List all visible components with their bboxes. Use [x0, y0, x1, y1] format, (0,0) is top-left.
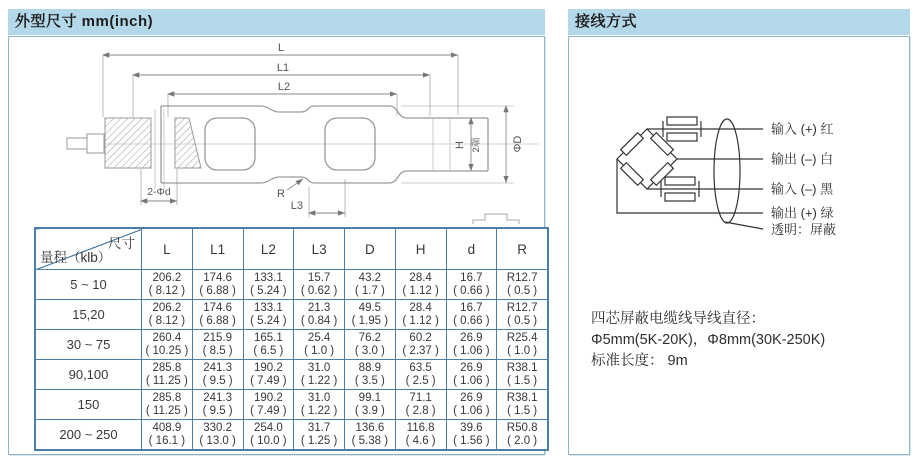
dim-label-H-note: 2端 [471, 137, 482, 153]
mount-wedge-section [175, 118, 201, 168]
cable-sheath [714, 119, 740, 223]
dimension-value-cell: 16.7 ( 0.66 ) [446, 300, 497, 330]
dimension-value-cell: 15.7 ( 0.62 ) [294, 270, 345, 300]
dimension-value-cell: 26.9 ( 1.06 ) [446, 390, 497, 420]
wire-output-plus [617, 159, 763, 213]
dimension-value-cell: 71.1 ( 2.8 ) [395, 390, 446, 420]
dimension-value-cell: 133.1 ( 5.24 ) [243, 300, 294, 330]
dimension-value-cell: 26.9 ( 1.06 ) [446, 360, 497, 390]
corner-label-dimension: 尺寸 [108, 236, 135, 251]
wiring-panel-title: 接线方式 [568, 9, 910, 35]
table-row [36, 270, 548, 300]
mount-block-section [105, 118, 151, 168]
col-header-d: d [446, 229, 497, 270]
dimension-value-cell: 330.2 ( 13.0 ) [192, 420, 243, 450]
dimension-value-cell: R12.7 ( 0.5 ) [497, 300, 548, 330]
dimension-value-cell: 88.9 ( 3.5 ) [345, 360, 396, 390]
dimension-value-cell: 116.8 ( 4.6 ) [395, 420, 446, 450]
wiring-diagram [575, 95, 905, 255]
beam-outline [161, 106, 488, 183]
dims-table-body [36, 270, 548, 450]
capacity-range-cell: 30 ~ 75 [36, 330, 142, 360]
capacity-range-cell: 90,100 [36, 360, 142, 390]
col-header-L: L [142, 229, 193, 270]
table-row [36, 360, 548, 390]
wire-label-output-minus: 输出 (–) 白 [771, 151, 834, 167]
dimension-value-cell: R25.4 ( 1.0 ) [497, 330, 548, 360]
r-leader-line [287, 179, 303, 190]
col-header-L2: L2 [243, 229, 294, 270]
cable-note [591, 309, 825, 372]
table-row [36, 300, 548, 330]
dimension-value-cell: 133.1 ( 5.24 ) [243, 270, 294, 300]
dimension-value-cell: 76.2 ( 3.0 ) [345, 330, 396, 360]
cable-note-line2: Φ5mm(5K-20K)，Φ8mm(30K-250K) [591, 332, 826, 348]
dimension-value-cell: 25.4 ( 1.0 ) [294, 330, 345, 360]
dimension-value-cell: 136.6 ( 5.38 ) [345, 420, 396, 450]
dimension-value-cell: R50.8 ( 2.0 ) [497, 420, 548, 450]
wire-label-output-plus: 输出 (+) 绿 [771, 205, 834, 221]
dimension-value-cell: 285.8 ( 11.25 ) [142, 360, 193, 390]
table-row [36, 420, 548, 450]
shield-leader-line [725, 222, 763, 229]
capacity-range-cell: 200 ~ 250 [36, 420, 142, 450]
dimension-value-cell: 241.3 ( 9.5 ) [192, 390, 243, 420]
bolt-hole-lines [155, 109, 164, 189]
dim-label-L1: L1 [276, 62, 290, 74]
dimension-value-cell: 31.7 ( 1.25 ) [294, 420, 345, 450]
capacity-range-cell: 15,20 [36, 300, 142, 330]
table-header-row [36, 229, 548, 270]
dimension-value-cell: 26.9 ( 1.06 ) [446, 330, 497, 360]
dimension-value-cell: 260.4 ( 10.25 ) [142, 330, 193, 360]
col-header-L1: L1 [192, 229, 243, 270]
dimension-value-cell: 43.2 ( 1.7 ) [345, 270, 396, 300]
dimension-value-cell: 206.2 ( 8.12 ) [142, 270, 193, 300]
dimension-value-cell: 174.6 ( 6.88 ) [192, 300, 243, 330]
mounting-foot-icon [473, 214, 519, 224]
dimension-value-cell: 285.8 ( 11.25 ) [142, 390, 193, 420]
dimension-value-cell: 31.0 ( 1.22 ) [294, 390, 345, 420]
cable-note-line1: 四芯屏蔽电缆线导线直径： [591, 311, 765, 327]
wiring-panel [568, 36, 910, 455]
dim-label-R: R [277, 188, 285, 200]
dimension-value-cell: 408.9 ( 16.1 ) [142, 420, 193, 450]
dimension-table [34, 227, 549, 451]
col-header-R: R [497, 229, 548, 270]
dimensions-panel [8, 36, 545, 455]
loadcell-outline-drawing [9, 39, 546, 227]
cable-stub [67, 134, 104, 153]
dimension-value-cell: 190.2 ( 7.49 ) [243, 390, 294, 420]
wire-label-shield: 透明：屏蔽 [771, 222, 837, 237]
capacity-range-cell: 5 ~ 10 [36, 270, 142, 300]
dimension-value-cell: 99.1 ( 3.9 ) [345, 390, 396, 420]
dimension-value-cell: 60.2 ( 2.37 ) [395, 330, 446, 360]
dimension-value-cell: 28.4 ( 1.12 ) [395, 300, 446, 330]
dimension-value-cell: 254.0 ( 10.0 ) [243, 420, 294, 450]
cable-note-line3: 标准长度： 9m [591, 353, 688, 369]
dimension-value-cell: 28.4 ( 1.12 ) [395, 270, 446, 300]
dimension-value-cell: 31.0 ( 1.22 ) [294, 360, 345, 390]
capacity-range-cell: 150 [36, 390, 142, 420]
dimension-value-cell: 21.3 ( 0.84 ) [294, 300, 345, 330]
col-header-L3: L3 [294, 229, 345, 270]
col-header-H: H [395, 229, 446, 270]
dimension-value-cell: 215.9 ( 8.5 ) [192, 330, 243, 360]
dimension-value-cell: 16.7 ( 0.66 ) [446, 270, 497, 300]
dimension-value-cell: 174.6 ( 6.88 ) [192, 270, 243, 300]
dimension-value-cell: R38.1 ( 1.5 ) [497, 390, 548, 420]
dim-label-L2: L2 [277, 81, 291, 93]
table-corner-cell [36, 229, 142, 270]
dim-label-holes: 2-Φd [147, 186, 171, 198]
wire-label-input-minus: 输入 (–) 黑 [771, 181, 834, 197]
l3-dimension [309, 179, 345, 217]
corner-label-capacity: 量程（klb） [40, 250, 112, 265]
dim-label-L3: L3 [290, 200, 303, 212]
dim-label-H: H [454, 141, 466, 149]
dimension-value-cell: 206.2 ( 8.12 ) [142, 300, 193, 330]
dimension-value-cell: 165.1 ( 6.5 ) [243, 330, 294, 360]
col-header-D: D [345, 229, 396, 270]
dimension-value-cell: 241.3 ( 9.5 ) [192, 360, 243, 390]
wire-label-input-plus: 输入 (+) 红 [771, 121, 834, 137]
dimension-value-cell: R12.7 ( 0.5 ) [497, 270, 548, 300]
table-row [36, 330, 548, 360]
table-row [36, 390, 548, 420]
dim-label-L: L [277, 42, 285, 54]
dimension-value-cell: 49.5 ( 1.95 ) [345, 300, 396, 330]
dimensions-panel-title: 外型尺寸 mm(inch) [8, 9, 545, 35]
dimension-value-cell: 190.2 ( 7.49 ) [243, 360, 294, 390]
dim-label-D: ΦD [512, 135, 524, 153]
dimension-value-cell: 39.6 ( 1.56 ) [446, 420, 497, 450]
dimension-value-cell: 63.5 ( 2.5 ) [395, 360, 446, 390]
dimension-value-cell: R38.1 ( 1.5 ) [497, 360, 548, 390]
